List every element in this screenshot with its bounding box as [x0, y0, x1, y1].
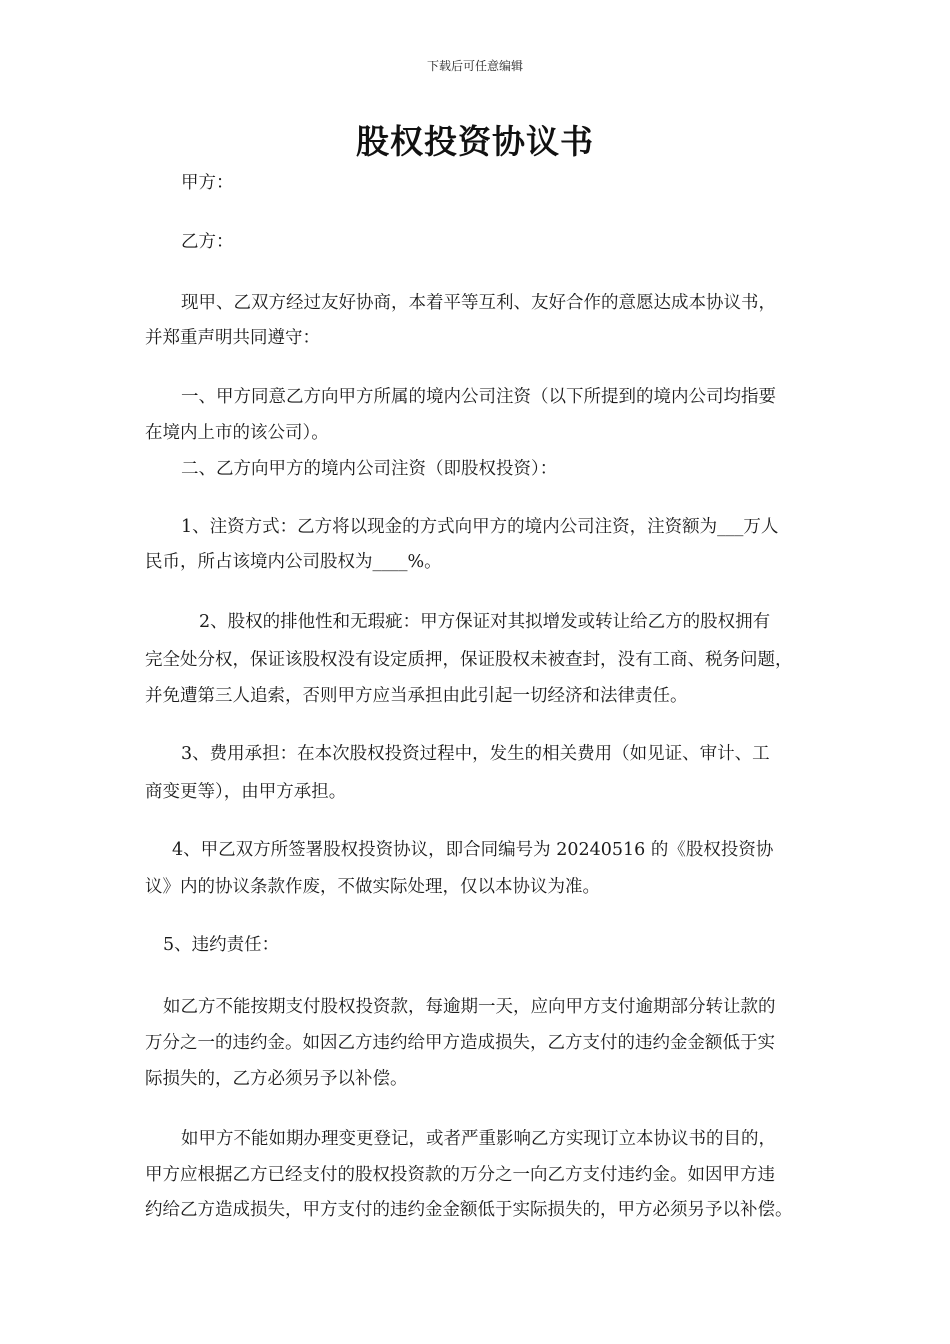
party-a-label: 甲方：: [181, 173, 234, 193]
header-note: 下载后可任意编辑: [426, 59, 523, 73]
item4-line-2: 议》内的协议条款作废，不做实际处理，仅以本协议为准。: [145, 877, 600, 897]
item2-line-3: 并免遭第三人追索，否则甲方应当承担由此引起一切经济和法律责任。: [145, 686, 688, 706]
breach-b-line-2: 万分之一的违约金。如因乙方违约给甲方造成损失，乙方支付的违约金金额低于实: [145, 1033, 775, 1053]
intro-line-2: 并郑重声明共同遵守：: [145, 328, 320, 348]
item1-line-2: 民币，所占该境内公司股权为____%。: [145, 552, 442, 572]
item1-line-1: 1、注资方式：乙方将以现金的方式向甲方的境内公司注资，注资额为___万人: [181, 517, 779, 537]
item5-line-1: 5、违约责任：: [163, 935, 280, 955]
breach-a-line-2: 甲方应根据乙方已经支付的股权投资款的万分之一向乙方支付违约金。如因甲方违: [145, 1165, 775, 1185]
item2-line-1: 2、股权的排他性和无瑕疵：甲方保证对其拟增发或转让给乙方的股权拥有: [199, 612, 771, 632]
breach-a-line-1: 如甲方不能如期办理变更登记，或者严重影响乙方实现订立本协议书的目的，: [181, 1129, 776, 1149]
intro-line-1: 现甲、乙双方经过友好协商，本着平等互利、友好合作的意愿达成本协议书，: [181, 293, 776, 313]
breach-b-line-1: 如乙方不能按期支付股权投资款，每逾期一天，应向甲方支付逾期部分转让款的: [163, 997, 776, 1017]
party-b-label: 乙方：: [181, 232, 234, 252]
item2-line-2: 完全处分权，保证该股权没有设定质押，保证股权未被查封，没有工商、税务问题，: [145, 650, 793, 670]
item3-line-2: 商变更等），由甲方承担。: [145, 782, 347, 802]
breach-b-line-3: 际损失的，乙方必须另予以补偿。: [145, 1069, 408, 1089]
item4-line-1: 4、甲乙双方所签署股权投资协议，即合同编号为 20240516 的《股权投资协: [172, 840, 774, 860]
item3-line-1: 3、费用承担：在本次股权投资过程中，发生的相关费用（如见证、审计、工: [181, 744, 770, 764]
breach-a-line-3: 约给乙方造成损失，甲方支付的违约金金额低于实际损失的，甲方必须另予以补偿。: [145, 1200, 793, 1220]
document-title: 股权投资协议书: [356, 122, 594, 161]
clause1-line-2: 在境内上市的该公司）。: [145, 423, 329, 443]
clause2-line-1: 二、乙方向甲方的境内公司注资（即股权投资）：: [181, 459, 558, 479]
clause1-line-1: 一、甲方同意乙方向甲方所属的境内公司注资（以下所提到的境内公司均指要: [181, 387, 776, 407]
